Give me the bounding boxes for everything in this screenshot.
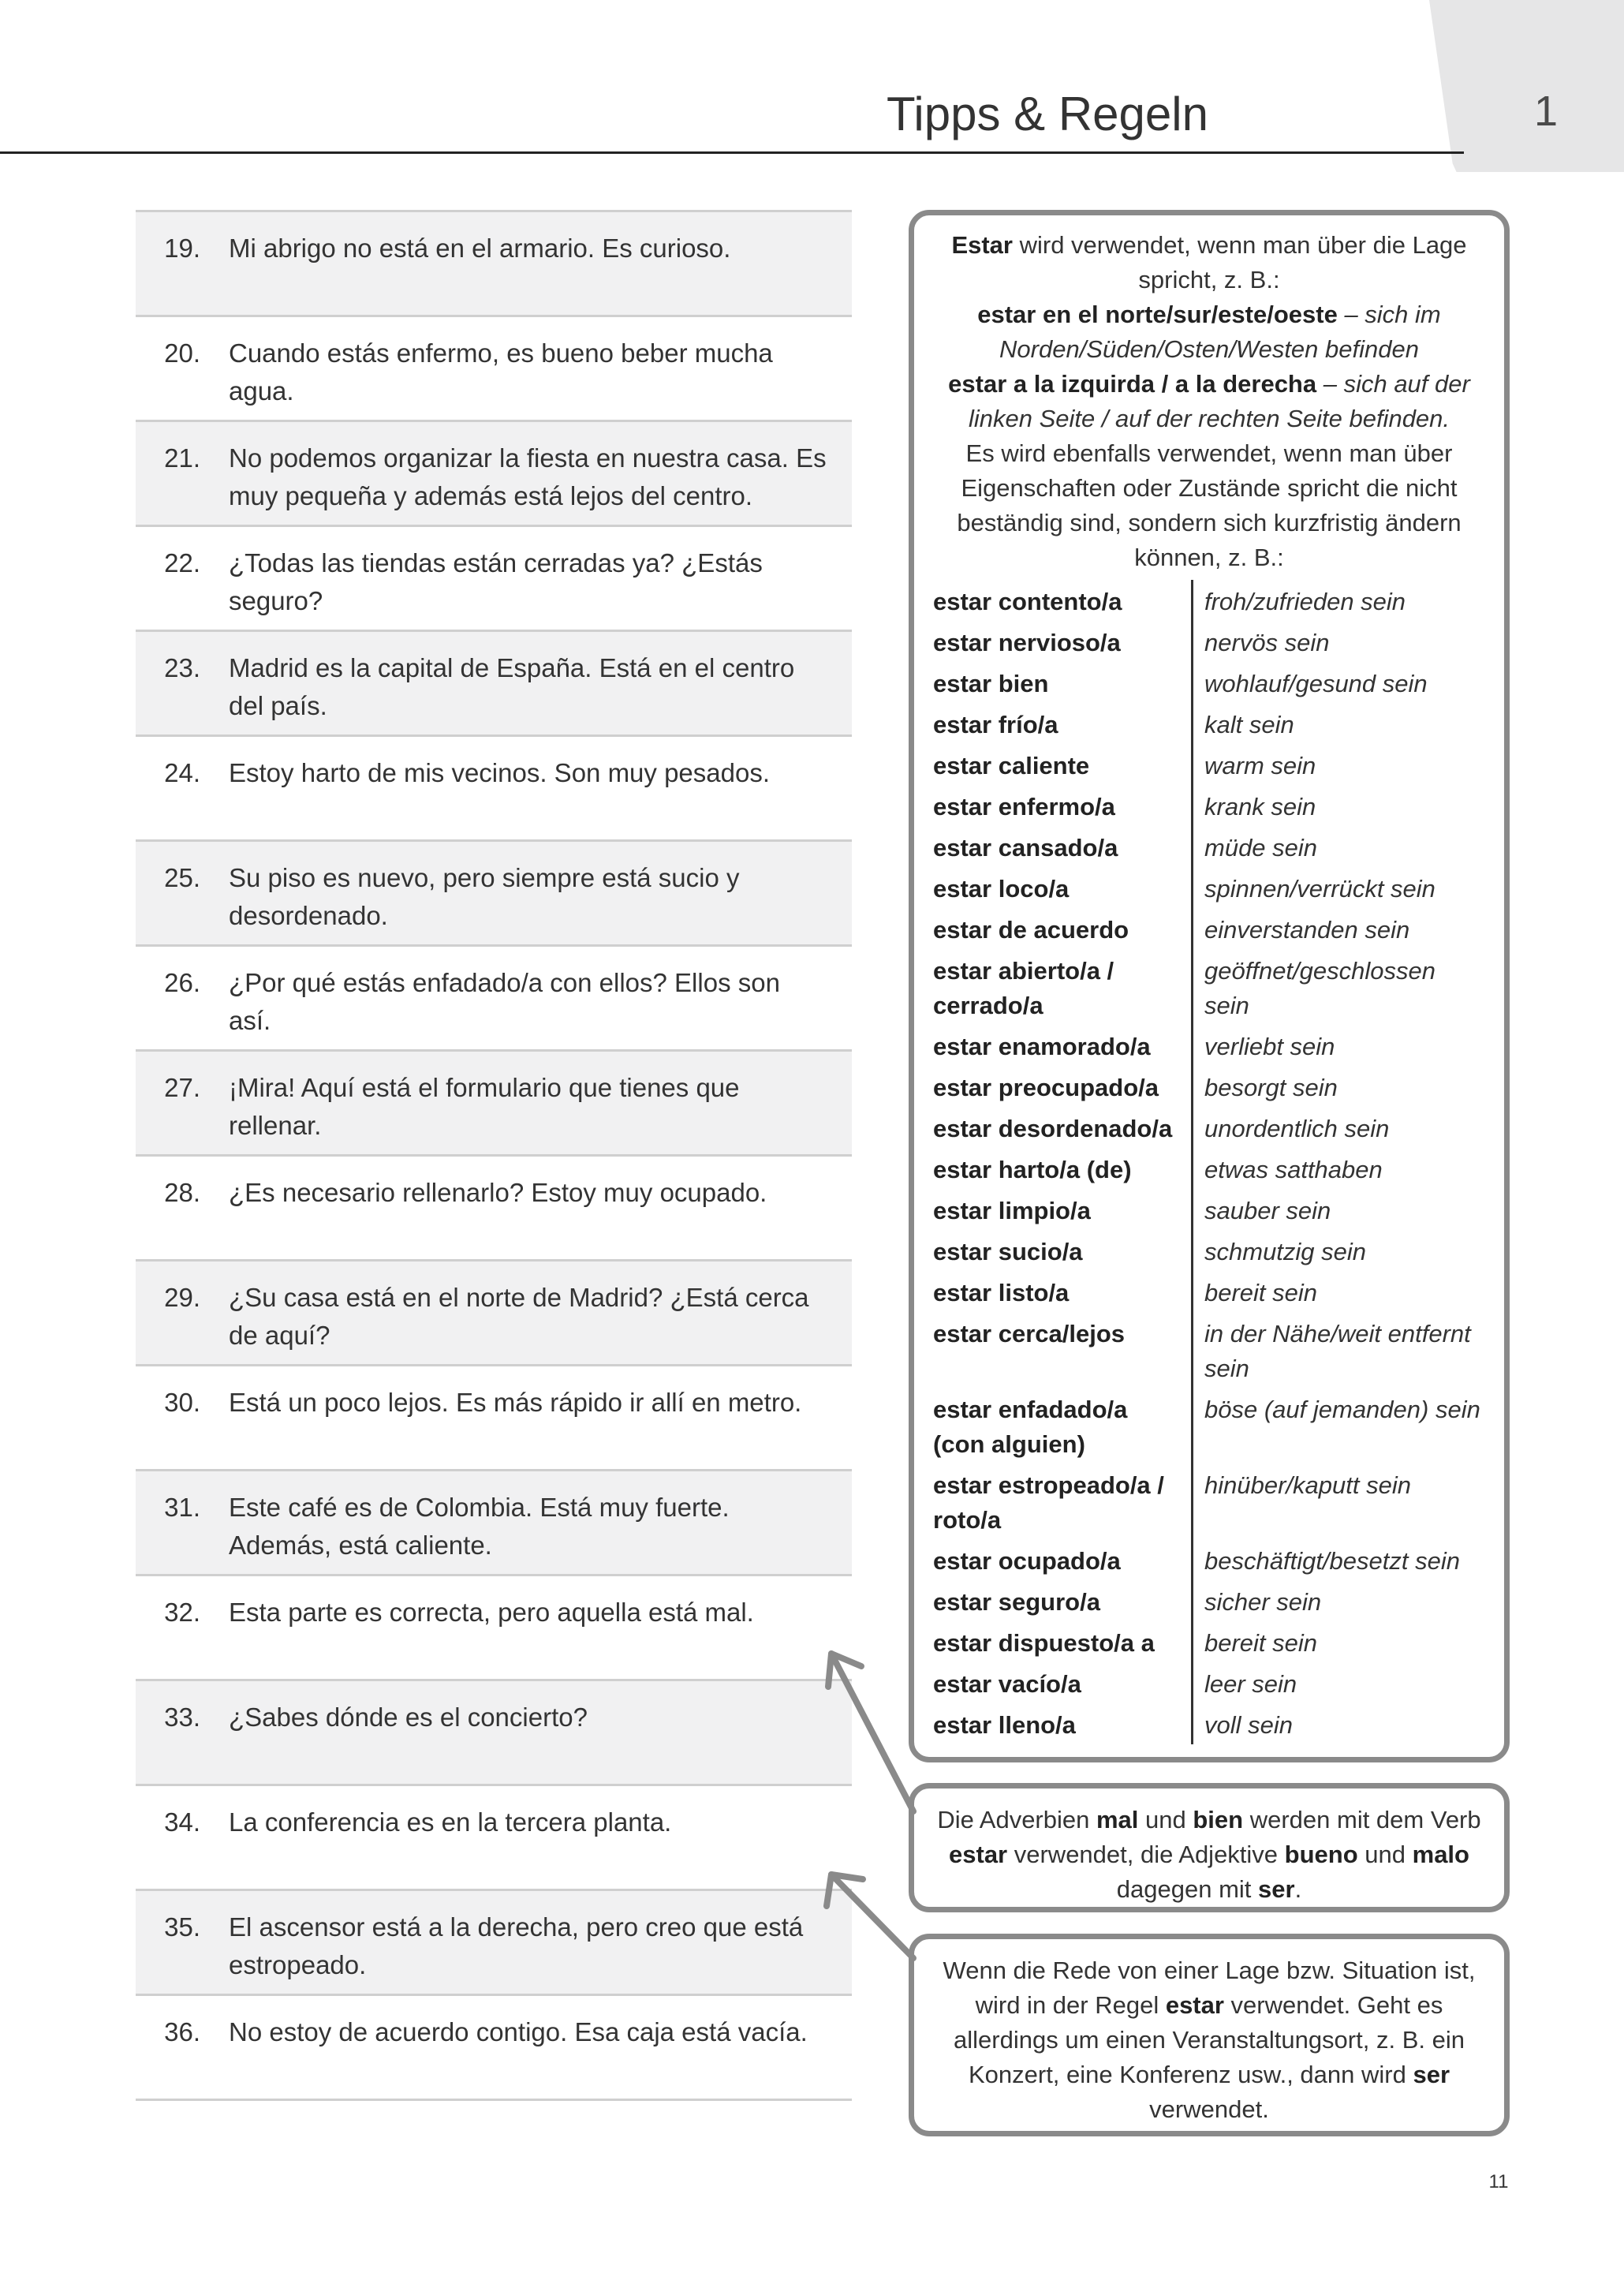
- adv-bien: bien: [1193, 1806, 1244, 1833]
- exercise-number: 36.: [164, 2017, 200, 2046]
- vocab-spanish: estar limpio/a: [933, 1189, 1193, 1230]
- vocab-german: in der Nähe/weit entfernt sein: [1204, 1320, 1471, 1382]
- exercise-row: [136, 420, 852, 525]
- vocab-german: bereit sein: [1204, 1629, 1318, 1657]
- intro-estar: Estar: [951, 231, 1013, 259]
- arrow-to-32: [831, 1654, 913, 1811]
- exercise-list: [136, 210, 852, 2101]
- vocab-spanish: estar listo/a: [933, 1271, 1193, 1312]
- exercise-number: 21.: [164, 443, 200, 473]
- vocab-spanish: estar enfermo/a: [933, 785, 1193, 826]
- estar-vocab-table: [933, 580, 1485, 1744]
- vocab-spanish: estar cansado/a: [933, 826, 1193, 867]
- vocab-german: nervös sein: [1204, 629, 1330, 656]
- exercise-number: 33.: [164, 1703, 200, 1732]
- adverb-rule-box: [909, 1783, 1510, 1912]
- vocab-spanish: estar caliente: [933, 744, 1193, 785]
- vocab-german: geöffnet/geschlossen sein: [1204, 957, 1435, 1019]
- exercise-number: 28.: [164, 1178, 200, 1207]
- adv-malo: malo: [1412, 1841, 1469, 1868]
- exercise-row: [136, 1784, 852, 1889]
- vocab-german: verliebt sein: [1204, 1033, 1335, 1060]
- exercise-sentence: ¡Mira! Aquí está el formulario que tienes que rellenar.: [229, 1073, 740, 1140]
- vocab-german: spinnen/verrückt sein: [1204, 875, 1435, 903]
- adv-text-2: und: [1138, 1806, 1193, 1833]
- adv-text-4: verwendet, die Adjektive: [1007, 1841, 1285, 1868]
- vocab-spanish: estar enamorado/a: [933, 1025, 1193, 1066]
- vocab-spanish: estar loco/a: [933, 867, 1193, 908]
- vocab-german: beschäftigt/besetzt sein: [1204, 1547, 1460, 1575]
- pointer-arrows: [820, 1633, 931, 1996]
- exercise-row: [136, 944, 852, 1049]
- exercise-number: 35.: [164, 1912, 200, 1942]
- adv-estar: estar: [949, 1841, 1008, 1868]
- exercise-sentence: Está un poco lejos. Es más rápido ir allí en metro.: [229, 1388, 802, 1417]
- lage-estar: estar: [1165, 1991, 1224, 2019]
- vocab-spanish: estar contento/a: [933, 580, 1193, 621]
- chapter-number: 1: [1533, 88, 1559, 135]
- exercise-row: [136, 734, 852, 839]
- vocab-spanish: estar seguro/a: [933, 1580, 1193, 1621]
- page-title: Tipps & Regeln: [887, 88, 1208, 140]
- exercise-sentence: ¿Su casa está en el norte de Madrid? ¿Está cerca de aquí?: [229, 1283, 809, 1350]
- exercise-number: 19.: [164, 234, 200, 263]
- intro-lage: wird verwendet, wenn man über die Lage spricht, z. B.:: [1012, 231, 1467, 293]
- exercise-sentence: Su piso es nuevo, pero siempre está sucio y desordenado.: [229, 863, 740, 930]
- estar-rule-box: [909, 210, 1510, 1762]
- exercise-row: [136, 525, 852, 630]
- exercise-sentence: ¿Sabes dónde es el concierto?: [229, 1703, 588, 1732]
- vocab-spanish: estar de acuerdo: [933, 908, 1193, 949]
- exercise-number: 23.: [164, 653, 200, 682]
- vocab-german: sicher sein: [1204, 1588, 1322, 1616]
- vocab-spanish: estar sucio/a: [933, 1230, 1193, 1271]
- exercise-number: 34.: [164, 1807, 200, 1837]
- exercise-row: [136, 839, 852, 944]
- estar-intro: [933, 228, 1485, 575]
- chapter-tab: [1429, 0, 1624, 172]
- adv-text-7: .: [1294, 1875, 1302, 1903]
- exercise-row: [136, 210, 852, 315]
- exercise-sentence: Estoy harto de mis vecinos. Son muy pesados.: [229, 758, 771, 787]
- vocab-german: voll sein: [1204, 1711, 1293, 1739]
- exercise-sentence: Cuando estás enfermo, es bueno beber mucha agua.: [229, 338, 773, 406]
- exercise-sentence: No estoy de acuerdo contigo. Esa caja está vacía.: [229, 2017, 808, 2046]
- vocab-spanish: estar cerca/lejos: [933, 1312, 1193, 1388]
- exercise-number: 30.: [164, 1388, 200, 1417]
- exercise-sentence: No podemos organizar la fiesta en nuestra casa. Es muy pequeña y además está lejos del centro.: [229, 443, 827, 510]
- intro-example-1-translation: – sich im Norden/Süden/Osten/Westen befinden: [999, 301, 1441, 363]
- lage-text-2: verwendet. Geht es allerdings um einen Veranstaltungsort, z. B. ein Konzert, eine Konferenz usw., dann wird: [954, 1991, 1465, 2088]
- adv-text-1: Die Adverbien: [937, 1806, 1096, 1833]
- vocab-german: krank sein: [1204, 793, 1316, 820]
- exercise-row: [136, 315, 852, 420]
- lage-text-1: Wenn die Rede von einer Lage bzw. Situation ist, wird in der Regel: [943, 1957, 1476, 2019]
- exercise-row: [136, 1154, 852, 1259]
- intro-zustaende: Es wird ebenfalls verwendet, wenn man über Eigenschaften oder Zustände spricht die nicht beständig sind, sondern sich kurzfristig ändern können, z. B.:: [957, 439, 1462, 571]
- exercise-sentence: Mi abrigo no está en el armario. Es curioso.: [229, 234, 731, 263]
- exercise-row: [136, 1994, 852, 2099]
- vocab-spanish: estar lleno/a: [933, 1703, 1193, 1744]
- exercise-sentence: ¿Es necesario rellenarlo? Estoy muy ocupado.: [229, 1178, 767, 1207]
- exercise-sentence: ¿Todas las tiendas están cerradas ya? ¿Estás seguro?: [229, 548, 763, 615]
- exercise-number: 31.: [164, 1493, 200, 1522]
- exercise-row: [136, 1889, 852, 1994]
- exercise-row: [136, 1364, 852, 1469]
- exercise-number: 20.: [164, 338, 200, 368]
- vocab-spanish: estar vacío/a: [933, 1662, 1193, 1703]
- adv-text-6: dagegen mit: [1116, 1875, 1259, 1903]
- vocab-german: schmutzig sein: [1204, 1238, 1367, 1265]
- exercise-number: 26.: [164, 968, 200, 997]
- vocab-spanish: estar enfadado/a (con alguien): [933, 1388, 1193, 1463]
- exercise-row: [136, 1679, 852, 1784]
- vocab-german: kalt sein: [1204, 711, 1294, 738]
- exercise-row: [136, 630, 852, 734]
- vocab-german: sauber sein: [1204, 1197, 1331, 1224]
- exercise-number: 22.: [164, 548, 200, 577]
- vocab-german: hinüber/kaputt sein: [1204, 1471, 1411, 1499]
- adv-ser: ser: [1258, 1875, 1295, 1903]
- vocab-german: froh/zufrieden sein: [1204, 588, 1406, 615]
- vocab-german: müde sein: [1204, 834, 1318, 862]
- exercise-row: [136, 1574, 852, 1679]
- vocab-german: besorgt sein: [1204, 1074, 1338, 1101]
- lage-ser: ser: [1413, 2061, 1450, 2088]
- exercise-sentence: Madrid es la capital de España. Está en el centro del país.: [229, 653, 795, 720]
- adv-mal: mal: [1096, 1806, 1139, 1833]
- lage-rule-box: [909, 1934, 1510, 2136]
- intro-example-2: estar a la izquirda / a la derecha: [948, 370, 1317, 398]
- arrow-to-34: [831, 1874, 913, 1958]
- vocab-spanish: estar nervioso/a: [933, 621, 1193, 662]
- vocab-spanish: estar ocupado/a: [933, 1539, 1193, 1580]
- vocab-german: einverstanden sein: [1204, 916, 1410, 944]
- vocab-german: bereit sein: [1204, 1279, 1318, 1306]
- lage-text-3: verwendet.: [1149, 2095, 1269, 2123]
- vocab-german: wohlauf/gesund sein: [1204, 670, 1428, 697]
- intro-example-1: estar en el norte/sur/este/oeste: [977, 301, 1338, 328]
- exercise-number: 24.: [164, 758, 200, 787]
- adv-bueno: bueno: [1284, 1841, 1358, 1868]
- vocab-german: etwas satthaben: [1204, 1156, 1383, 1183]
- exercise-number: 29.: [164, 1283, 200, 1312]
- page-number: 11: [1488, 2171, 1509, 2192]
- exercise-sentence: Este café es de Colombia. Está muy fuerte. Además, está caliente.: [229, 1493, 730, 1560]
- vocab-german: warm sein: [1204, 752, 1316, 779]
- exercise-number: 25.: [164, 863, 200, 892]
- exercise-number: 27.: [164, 1073, 200, 1102]
- vocab-german: leer sein: [1204, 1670, 1297, 1698]
- vocab-spanish: estar preocupado/a: [933, 1066, 1193, 1107]
- vocab-spanish: estar abierto/a / cerrado/a: [933, 949, 1193, 1025]
- vocab-german: unordentlich sein: [1204, 1115, 1390, 1142]
- vocab-spanish: estar bien: [933, 662, 1193, 703]
- exercise-row: [136, 1049, 852, 1154]
- exercise-sentence: El ascensor está a la derecha, pero creo que está estropeado.: [229, 1912, 804, 1979]
- exercise-sentence: ¿Por qué estás enfadado/a con ellos? Ellos son así.: [229, 968, 780, 1035]
- vocab-german: böse (auf jemanden) sein: [1204, 1396, 1480, 1423]
- exercise-sentence: La conferencia es en la tercera planta.: [229, 1807, 672, 1837]
- exercise-number: 32.: [164, 1598, 200, 1627]
- vocab-spanish: estar estropeado/a / roto/a: [933, 1463, 1193, 1539]
- vocab-spanish: estar dispuesto/a a: [933, 1621, 1193, 1662]
- exercise-row: [136, 1469, 852, 1574]
- adv-text-3: werden mit dem Verb: [1243, 1806, 1481, 1833]
- title-divider: [0, 151, 1464, 154]
- adv-text-5: und: [1357, 1841, 1413, 1868]
- vocab-spanish: estar desordenado/a: [933, 1107, 1193, 1148]
- intro-example-2-translation: – sich auf der linken Seite / auf der rechten Seite befinden.: [968, 370, 1470, 432]
- vocab-spanish: estar harto/a (de): [933, 1148, 1193, 1189]
- vocab-spanish: estar frío/a: [933, 703, 1193, 744]
- exercise-sentence: Esta parte es correcta, pero aquella está mal.: [229, 1598, 754, 1627]
- exercise-row: [136, 1259, 852, 1364]
